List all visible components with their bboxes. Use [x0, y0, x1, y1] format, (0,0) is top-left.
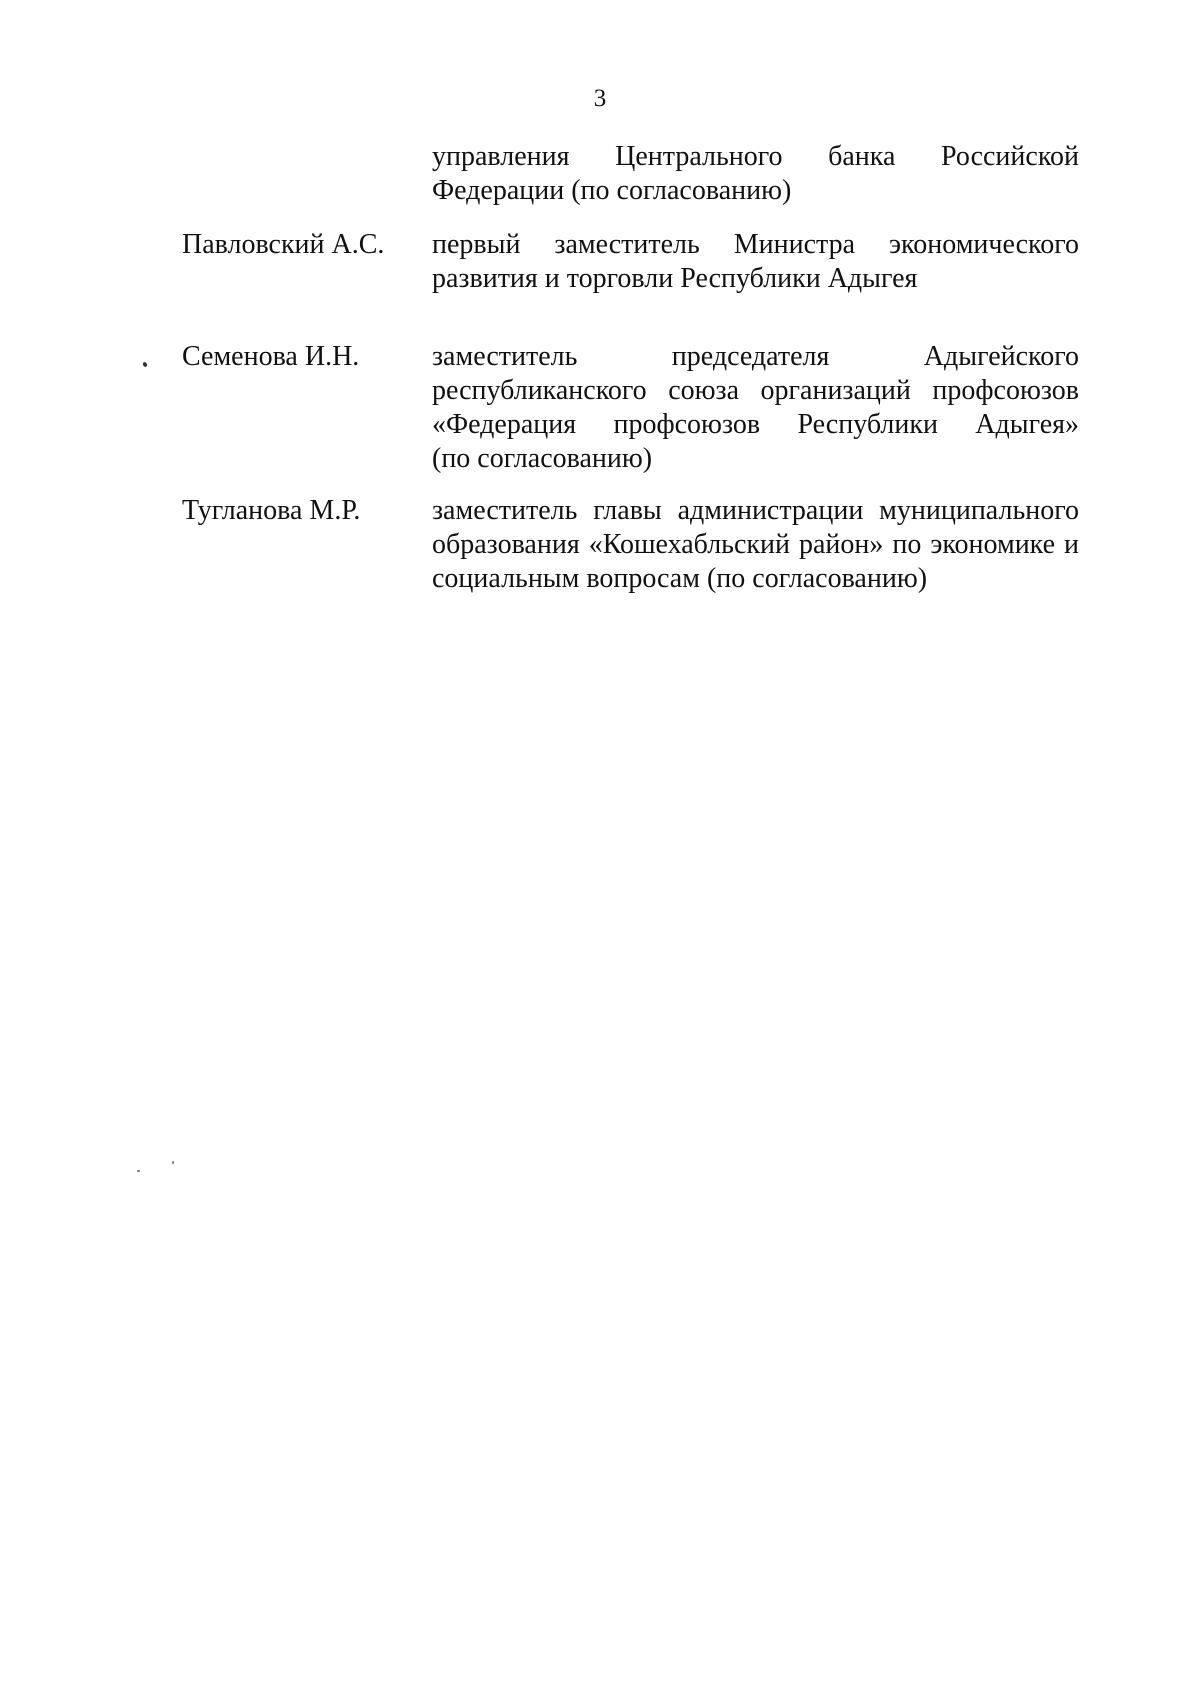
role-line: республиканского союза организаций профсоюзов	[432, 375, 1079, 406]
role-line: (по согласованию)	[432, 443, 653, 474]
role-line: заместитель главы администрации муниципального	[432, 495, 1079, 526]
role-line: развития и торговли Республики Адыгея	[432, 263, 918, 294]
member-name: Павловский А.С.	[182, 229, 385, 260]
role-line: образования «Кошехабльский район» по экономике и	[432, 529, 1079, 560]
scan-speck	[137, 1170, 140, 1172]
member-role	[432, 140, 1079, 208]
role-line: «Федерация профсоюзов Республики Адыгея»	[432, 409, 1079, 440]
member-role	[432, 494, 1079, 596]
role-line: заместитель председателя Адыгейского	[432, 341, 1079, 372]
role-line: социальным вопросам (по согласованию)	[432, 563, 928, 594]
role-line: управления Центрального банка Российской	[432, 141, 1079, 172]
scan-speck	[172, 1161, 174, 1164]
role-line: первый заместитель Министра экономического	[432, 229, 1079, 260]
page-number: 3	[593, 85, 607, 112]
member-name: Тугланова М.Р.	[182, 495, 361, 526]
role-line: Федерации (по согласованию)	[432, 175, 792, 206]
scan-speck	[142, 361, 148, 367]
member-role	[432, 228, 1079, 296]
member-role	[432, 340, 1079, 476]
member-name: Семенова И.Н.	[182, 341, 360, 372]
